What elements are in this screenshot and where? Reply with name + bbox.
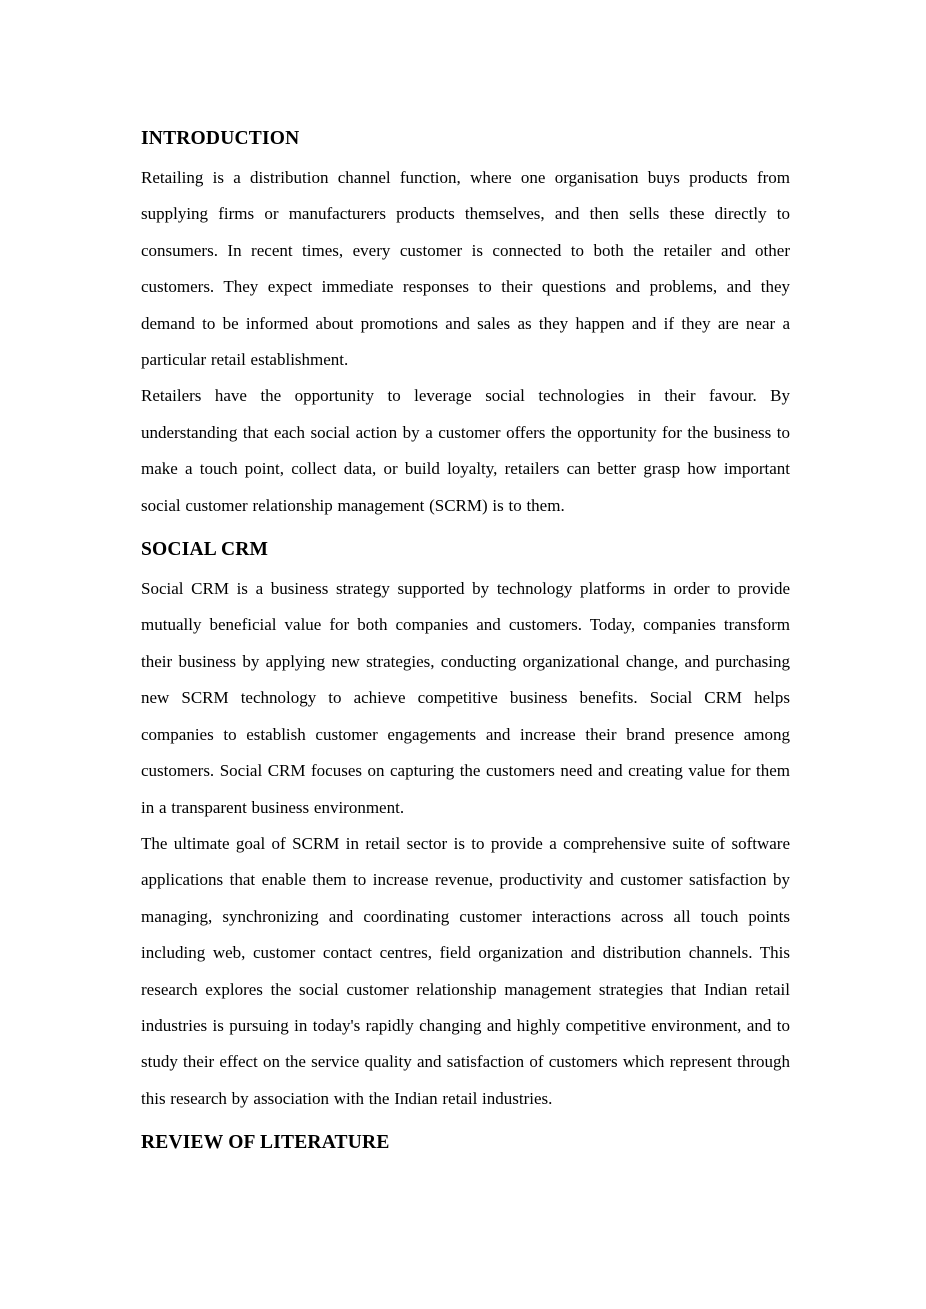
paragraph-retailing-distribution: Retailing is a distribution channel function, where one organisation buys products from supplying firms or manufacturers products themselves, and then sells these directly to consumers. In recent times, every customer is connected to both the retailer and other customers. They expect immediate responses to their questions and problems, and they demand to be informed about promotions and sales as they happen and if they are near a particular retail establishment. bbox=[141, 168, 790, 370]
document-content bbox=[141, 125, 790, 1164]
paragraph-retailers-opportunity: Retailers have the opportunity to leverage social technologies in their favour. By understanding that each social action by a customer offers the opportunity for the business to make a touch point, collect data, or build loyalty, retailers can better grasp how important social customer relationship management (SCRM) is to them. bbox=[141, 386, 790, 515]
section-heading-introduction: INTRODUCTION bbox=[141, 128, 300, 149]
section-heading-review-of-literature: REVIEW OF LITERATURE bbox=[141, 1132, 390, 1154]
paragraph-ultimate-goal-scrm: The ultimate goal of SCRM in retail sector is to provide a comprehensive suite of software applications that enable them to increase revenue, productivity and customer satisfaction by managing, synchronizing and coordinating customer interactions across all touch points including web, customer contact centres, field organization and distribution channels. This research explores the social customer relationship management strategies that Indian retail industries is pursuing in today's rapidly changing and highly competitive environment, and to study their effect on the service quality and satisfaction of customers which represent through this research by association with the Indian retail industries. bbox=[141, 833, 790, 1108]
section-heading-social-crm: SOCIAL CRM bbox=[141, 539, 269, 561]
paragraph-social-crm-strategy: Social CRM is a business strategy supported by technology platforms in order to provide mutually beneficial value for both companies and customers. Today, companies transform their business by applying new strategies, conducting organizational change, and purchasing new SCRM technology to achieve competitive business benefits. Social CRM helps companies to establish customer engagements and increase their brand presence among customers. Social CRM focuses on capturing the customers need and creating value for them in a transparent business environment. bbox=[141, 579, 790, 817]
